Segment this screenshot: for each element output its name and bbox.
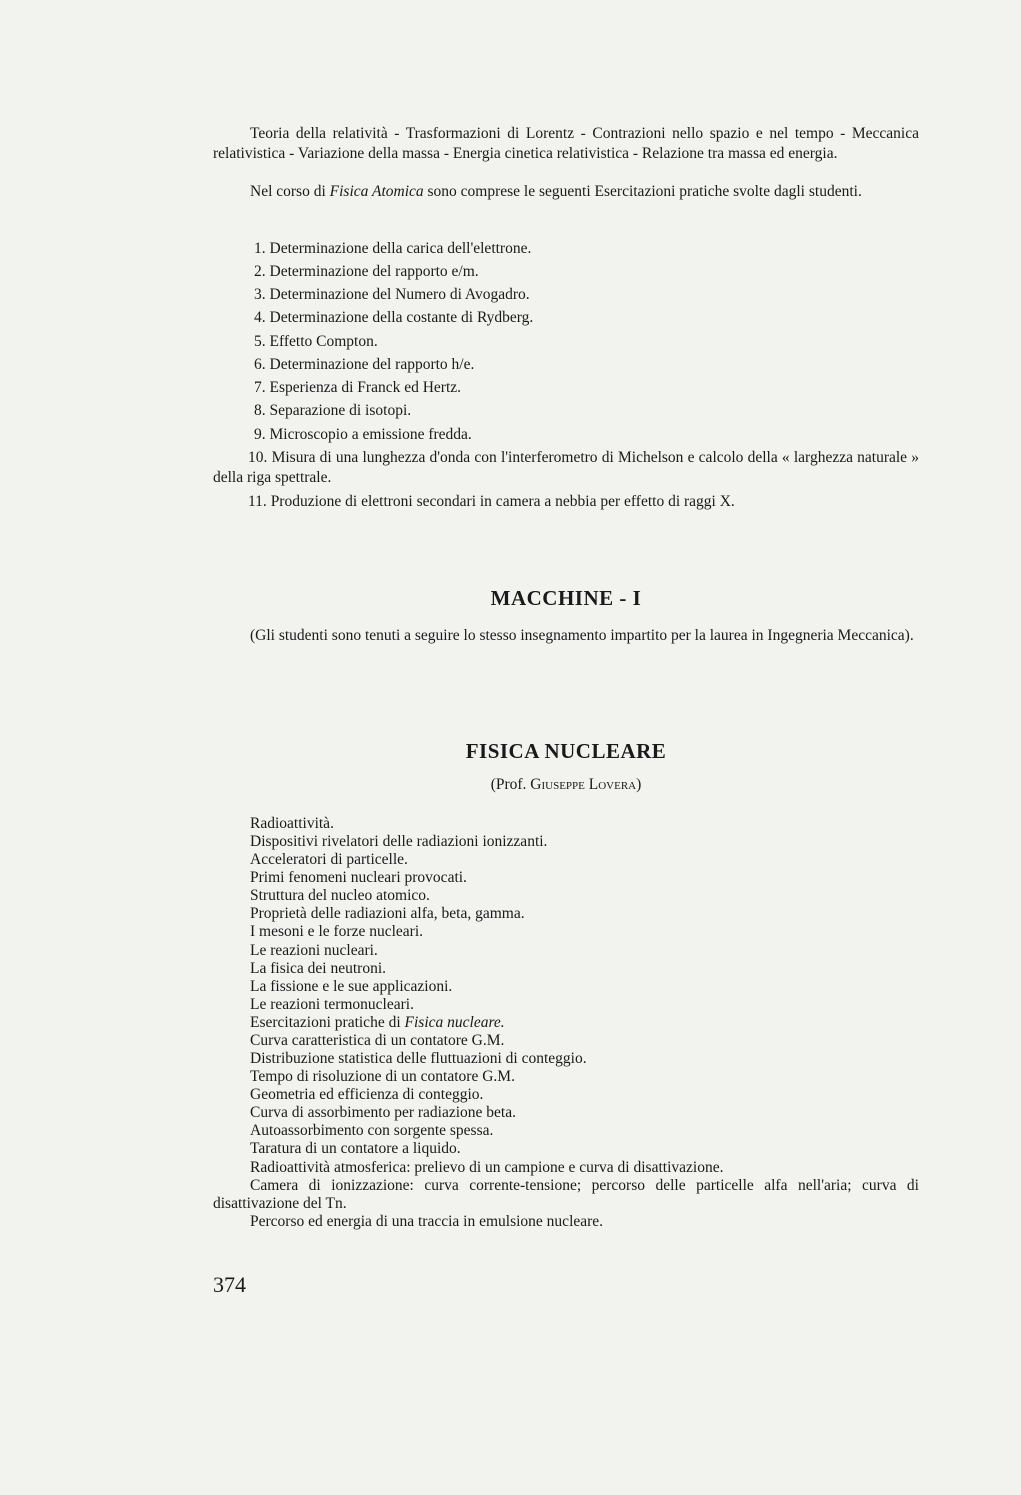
macchine-heading: MACCHINE - I [490,586,642,610]
list-item [254,262,479,282]
esercitazioni-italic: Fisica nucleare. [404,1014,505,1031]
list-item [213,448,919,487]
para2-italic: Fisica Atomica [329,183,424,200]
item-text: Microscopio a emissione fredda. [269,426,472,443]
list-item: Le reazioni termonucleari. [250,996,414,1013]
prof-name: Giuseppe Lovera [530,776,637,793]
item-text: Effetto Compton. [269,333,378,350]
para2-before: Nel corso di [250,183,330,200]
list-item [254,355,474,375]
list-item [254,285,530,305]
page-number: 374 [213,1272,246,1297]
list-item [254,378,461,398]
item-text: Determinazione del rapporto e/m. [269,263,479,280]
list-item: Curva caratteristica di un contatore G.M. [250,1032,505,1049]
list-item: Acceleratori di particelle. [250,851,408,868]
list-item: Tempo di risoluzione di un contatore G.M. [250,1068,515,1085]
item-number: 1. [254,240,266,257]
percorso-line: Percorso ed energia di una traccia in emulsione nucleare. [250,1213,604,1230]
list-item: Geometria ed efficienza di conteggio. [250,1086,484,1103]
para2-after: sono comprese le seguenti Esercitazioni pratiche svolte dagli studenti. [423,183,862,200]
list-item: Distribuzione statistica delle fluttuazioni di conteggio. [250,1050,587,1067]
item-text: Determinazione del rapporto h/e. [269,356,475,373]
fisica-nucleare-heading: FISICA NUCLEARE [465,739,667,763]
item-number: 3. [254,286,266,303]
item-text: Esperienza di Franck ed Hertz. [269,379,462,396]
professor-line [213,776,919,794]
list-item: Primi fenomeni nucleari provocati. [250,869,467,886]
item-number: 7. [254,379,266,396]
list-item: Radioattività atmosferica: prelievo di un campione e curva di disattivazione. [250,1159,724,1176]
list-item: La fisica dei neutroni. [250,960,387,977]
prof-prefix: (Prof. [490,776,531,793]
item-number: 11. [248,493,267,510]
list-item [254,308,533,328]
list-item: Dispositivi rivelatori delle radiazioni ionizzanti. [250,833,548,850]
item-text: Determinazione del Numero di Avogadro. [269,286,530,303]
list-item [254,239,531,259]
list-item [254,401,411,421]
list-item [254,425,472,445]
list-item: Struttura del nucleo atomico. [250,887,430,904]
list-item: Taratura di un contatore a liquido. [250,1140,461,1157]
item-text: Determinazione della carica dell'elettrone. [269,240,532,257]
prof-suffix: ) [636,776,642,793]
list-item: Le reazioni nucleari. [250,942,378,959]
list-item [248,492,735,512]
macchine-note: (Gli studenti sono tenuti a seguire lo stesso insegnamento impartito per la laurea in Ingegneria Meccanica). [250,627,914,644]
item-text: Produzione di elettroni secondari in camera a nebbia per effetto di raggi X. [270,493,735,510]
item-number: 9. [254,426,266,443]
relativity-paragraph: Teoria della relatività - Trasformazioni di Lorentz - Contrazioni nello spazio e nel tempo - Meccanica relativistica - Variazione della massa - Energia cinetica relativistica - Relazione tra massa ed energia. [213,125,919,162]
list-item: Curva di assorbimento per radiazione beta. [250,1104,516,1121]
atomic-physics-paragraph [213,182,919,202]
list-item: Autoassorbimento con sorgente spessa. [250,1122,494,1139]
esercitazioni-line [250,1014,505,1032]
esercitazioni-prefix: Esercitazioni pratiche di [250,1014,405,1031]
item-number: 5. [254,333,266,350]
list-item [254,332,378,352]
list-item: Radioattività. [250,815,334,832]
item-text: Separazione di isotopi. [269,402,412,419]
item-text: Misura di una lunghezza d'onda con l'interferometro di Michelson e calcolo della « larghezza naturale » della riga spettrale. [213,449,919,486]
list-item: La fissione e le sue applicazioni. [250,978,453,995]
list-item: I mesoni e le forze nucleari. [250,923,423,940]
item-number: 6. [254,356,266,373]
camera-paragraph: Camera di ionizzazione: curva corrente-tensione; percorso delle particelle alfa nell'aria; curva di disattivazione del Tn. [213,1177,919,1212]
item-number: 4. [254,309,266,326]
item-number: 8. [254,402,266,419]
item-number: 10. [248,449,268,466]
item-number: 2. [254,263,266,280]
list-item: Proprietà delle radiazioni alfa, beta, gamma. [250,905,525,922]
item-text: Determinazione della costante di Rydberg. [269,309,534,326]
